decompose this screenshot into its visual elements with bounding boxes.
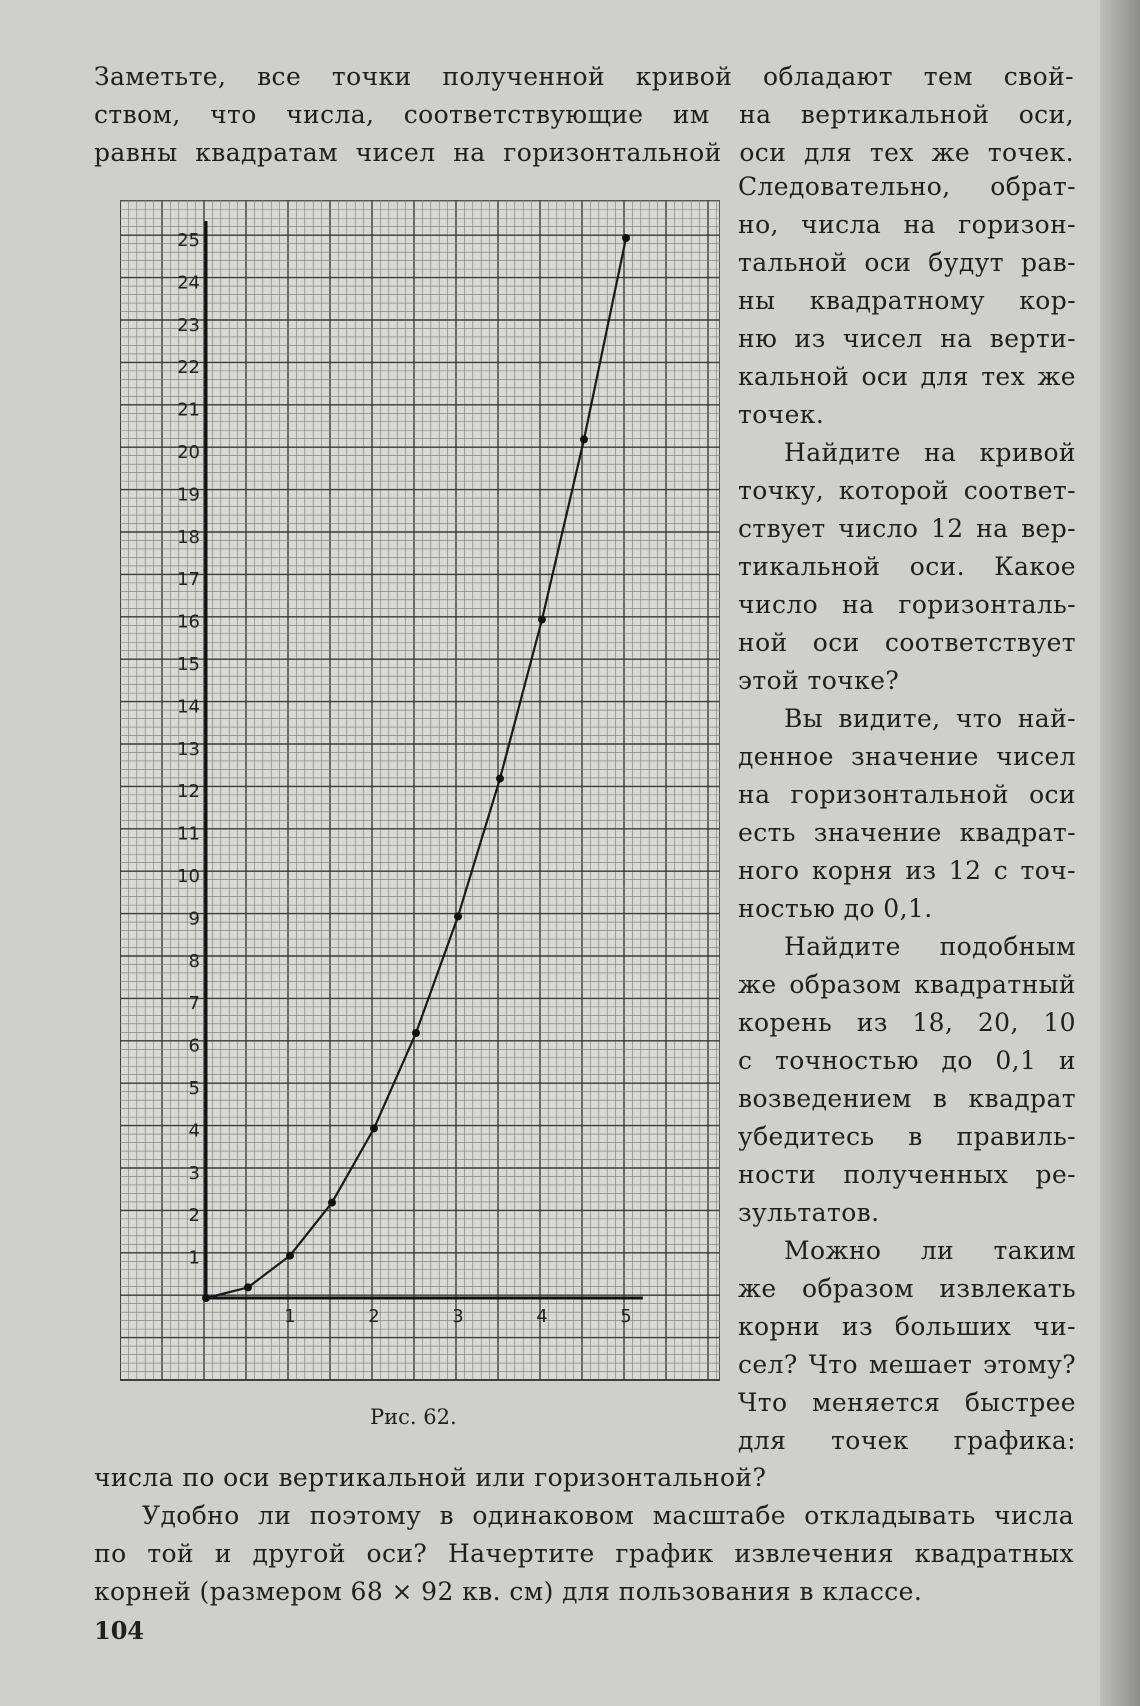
text-line: Можно ли таким: [784, 1236, 1076, 1265]
text-line: кальной оси для тех же: [738, 362, 1076, 391]
data-point: [622, 234, 630, 242]
text-line: ню из чисел на верти-: [738, 324, 1076, 353]
text-line: сел? Что мешает этому?: [738, 1350, 1076, 1379]
text-line: корни из больших чи-: [738, 1312, 1076, 1341]
data-point: [328, 1199, 336, 1207]
text-line: числа по оси вертикальной или горизонтальной?: [94, 1463, 767, 1492]
text-line: тикальной оси. Какое: [738, 552, 1076, 581]
y-tick-label: 4: [188, 1120, 200, 1142]
text-line: корней (размером 68 × 92 кв. см) для пользования в классе.: [94, 1577, 923, 1606]
y-tick-label: 8: [188, 950, 200, 972]
y-tick-label: 17: [177, 569, 200, 591]
text-line: возведением в квадрат: [738, 1084, 1076, 1113]
text-line: ной оси соответствует: [738, 628, 1076, 657]
y-tick-label: 21: [177, 399, 200, 421]
y-tick-label: 23: [177, 314, 200, 336]
y-tick-label: 2: [188, 1205, 200, 1227]
text-line: ности полученных ре-: [738, 1160, 1076, 1189]
text-line: но, числа на горизон-: [738, 210, 1076, 239]
data-point: [412, 1029, 420, 1037]
y-tick-label: 25: [177, 230, 200, 251]
bottom-paragraph: [94, 1459, 1074, 1611]
text-line: точек.: [738, 400, 825, 429]
text-line: ствует число 12 на вер-: [738, 514, 1076, 543]
text-line: по той и другой оси? Начертите график извлечения квадратных: [94, 1539, 1074, 1568]
x-tick-label: 1: [284, 1306, 296, 1327]
y-tick-label: 7: [188, 993, 200, 1015]
data-point: [580, 435, 588, 443]
text-line: же образом извлекать: [738, 1274, 1076, 1303]
y-tick-label: 22: [177, 357, 200, 379]
y-tick-label: 19: [177, 484, 200, 506]
text-line: ного корня из 12 с точ-: [738, 856, 1076, 885]
x-tick-label: 2: [368, 1306, 380, 1327]
y-tick-label: 6: [188, 1035, 200, 1057]
data-point: [202, 1294, 210, 1302]
text-line: корень из 18, 20, 10: [738, 1008, 1076, 1037]
figure-caption: Рис. 62.: [370, 1405, 457, 1429]
text-line: Следовательно, обрат-: [738, 172, 1076, 201]
text-line: зультатов.: [738, 1198, 880, 1227]
data-point: [454, 912, 462, 920]
y-tick-label: 10: [177, 866, 200, 887]
x-tick-label: 3: [452, 1306, 464, 1327]
text-line: равны квадратам чисел на горизонтальной оси для тех же точек.: [94, 138, 1074, 167]
x-tick-label: 5: [620, 1306, 632, 1327]
y-tick-label: 5: [188, 1078, 200, 1099]
text-line: ностью до 0,1.: [738, 894, 933, 923]
text-line: есть значение квадрат-: [738, 818, 1076, 847]
text-line: ны квадратному кор-: [738, 286, 1076, 315]
text-line: на горизонтальной оси: [738, 780, 1076, 809]
text-line: Вы видите, что най-: [784, 704, 1076, 733]
text-line: для точек графика:: [738, 1426, 1076, 1455]
text-line: этой точке?: [738, 666, 900, 695]
data-point: [496, 775, 504, 783]
y-tick-label: 1: [188, 1247, 200, 1269]
text-line: же образом квадратный: [738, 970, 1076, 999]
data-point: [286, 1252, 294, 1260]
y-tick-label: 12: [177, 781, 200, 803]
y-tick-label: 24: [177, 272, 200, 294]
text-line: денное значение чисел: [738, 742, 1076, 771]
data-point: [370, 1124, 378, 1132]
y-tick-label: 18: [177, 526, 200, 548]
intro-paragraph: [94, 58, 1074, 172]
text-line: Найдите на кривой: [784, 438, 1076, 467]
right-column-text: [738, 168, 1076, 1460]
y-tick-label: 20: [177, 442, 200, 463]
text-line: с точностью до 0,1 и: [738, 1046, 1076, 1075]
page-number: 104: [94, 1616, 145, 1645]
text-line: число на горизонталь-: [738, 590, 1076, 619]
text-line: точку, которой соответ-: [738, 476, 1076, 505]
data-point: [244, 1283, 252, 1291]
y-tick-label: 16: [177, 611, 200, 633]
square-graph-chart: [120, 200, 720, 1400]
text-line: Удобно ли поэтому в одинаковом масштабе откладывать числа: [142, 1501, 1074, 1530]
y-tick-label: 11: [177, 823, 200, 845]
text-line: ством, что числа, соответствующие им на вертикальной оси,: [94, 100, 1074, 129]
y-tick-label: 13: [177, 738, 200, 760]
data-point: [538, 616, 546, 624]
graph-paper: [120, 200, 720, 1380]
text-line: Найдите подобным: [784, 932, 1076, 961]
y-tick-label: 15: [177, 654, 200, 675]
y-tick-label: 9: [188, 908, 200, 930]
text-line: убедитесь в правиль-: [738, 1122, 1076, 1151]
text-line: Что меняется быстрее: [738, 1388, 1076, 1417]
y-tick-label: 3: [188, 1162, 200, 1184]
text-line: Заметьте, все точки полученной кривой обладают тем свой-: [94, 62, 1074, 91]
y-tick-label: 14: [177, 696, 200, 718]
text-line: тальной оси будут рав-: [738, 248, 1076, 277]
x-tick-label: 4: [536, 1306, 548, 1327]
